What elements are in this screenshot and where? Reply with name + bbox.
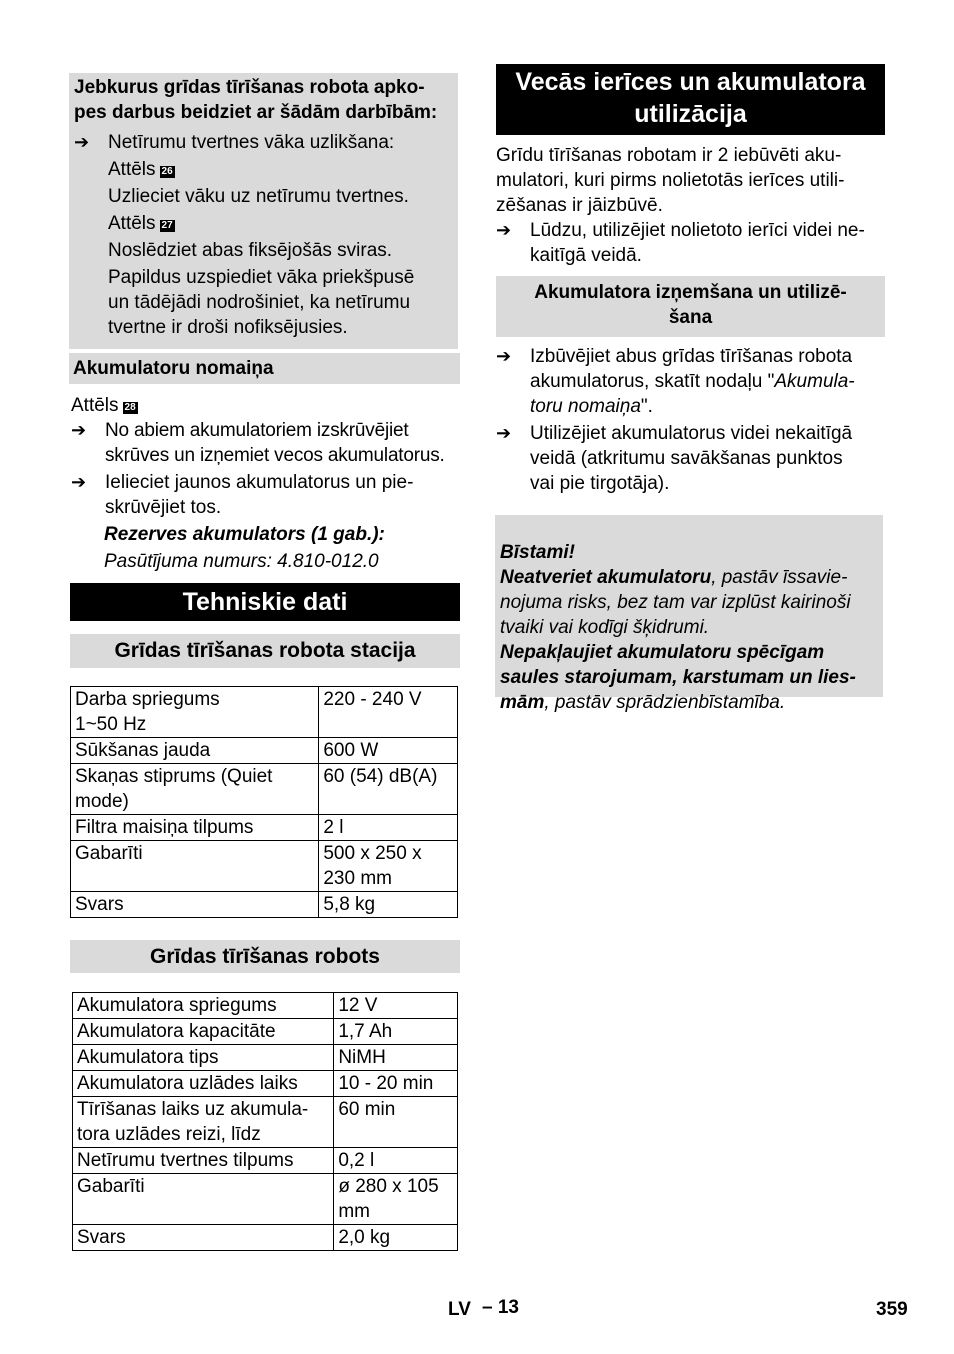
- arrow-right-icon: ➔: [496, 220, 512, 240]
- technical-data-heading: Tehniskie dati: [70, 583, 460, 621]
- spare-battery-label: Rezerves akumulators (1 gab.):: [104, 524, 385, 545]
- spec-label: Tīrīšanas laiks uz akumula- tora uzlādes reizi, līdz: [73, 1097, 334, 1148]
- spec-label: Gabarīti: [71, 841, 319, 892]
- step-text: Netīrumu tvertnes vāka uzlikšana:: [108, 132, 395, 153]
- spec-label: Svars: [71, 892, 319, 918]
- station-heading: Grīdas tīrīšanas robota stacija: [70, 634, 460, 668]
- step-text: Utilizējiet akumulatorus videi nekaitīgā veidā (atkritumu savākšanas punktos vai pie tirgotāja).: [530, 423, 853, 494]
- spec-row: [73, 1045, 458, 1071]
- robot-heading: Grīdas tīrīšanas robots: [70, 940, 460, 973]
- chapter-reference: Akumula- toru nomaiņa: [530, 371, 855, 417]
- spec-value: 2,0 kg: [334, 1225, 458, 1251]
- removal-step-2: [496, 421, 886, 496]
- spec-row: [73, 1071, 458, 1097]
- spec-value: ø 280 x 105 mm: [334, 1174, 458, 1225]
- battery-step-1: [71, 418, 461, 468]
- page-number: 359: [876, 1299, 908, 1320]
- order-number: Pasūtījuma numurs: 4.810-012.0: [104, 551, 379, 572]
- spec-row: [71, 892, 458, 918]
- spec-value: 1,7 Ah: [334, 1019, 458, 1045]
- spec-value: 5,8 kg: [319, 892, 458, 918]
- spec-label: Svars: [73, 1225, 334, 1251]
- spec-value: 60 min: [334, 1097, 458, 1148]
- figure-number: 26: [161, 166, 173, 177]
- spec-row: [73, 1225, 458, 1251]
- step-text: Lūdzu, utilizējiet nolietoto ierīci videi ne- kaitīgā veidā.: [530, 220, 865, 266]
- step-text: No abiem akumulatoriem izskrūvējiet skrūves un izņemiet vecos akumulatorus.: [105, 420, 445, 466]
- spec-row: [71, 841, 458, 892]
- spec-value: NiMH: [334, 1045, 458, 1071]
- step-text: Ielieciet jaunos akumulatorus un pie- skrūvējiet tos.: [105, 472, 414, 518]
- figure-ref: Attēls 26: [108, 159, 173, 180]
- warning-title: Bīstami!: [500, 542, 575, 563]
- local-page-number: – 13: [482, 1297, 519, 1318]
- spec-label: Skaņas stiprums (Quiet mode): [71, 764, 319, 815]
- spec-value: 12 V: [334, 993, 458, 1019]
- spec-value: 10 - 20 min: [334, 1071, 458, 1097]
- figure-ref: Attēls 27: [108, 213, 173, 234]
- battery-replacement-heading: Akumulatoru nomaiņa: [69, 353, 460, 384]
- step-text: Uzlieciet vāku uz netīrumu tvertnes.: [108, 186, 409, 207]
- figure-number: 28: [124, 402, 136, 413]
- spec-row: [71, 738, 458, 764]
- maintenance-heading: Jebkurus grīdas tīrīšanas robota apko- pes darbus beidziet ar šādām darbībām:: [74, 77, 438, 123]
- spec-value: 60 (54) dB(A): [319, 764, 458, 815]
- spec-label: Akumulatora tips: [73, 1045, 334, 1071]
- spec-label: Akumulatora kapacitāte: [73, 1019, 334, 1045]
- figure-ref: Attēls 28: [71, 395, 136, 416]
- arrow-right-icon: ➔: [496, 423, 512, 443]
- spec-row: [73, 1019, 458, 1045]
- battery-step-2: [71, 470, 461, 520]
- spec-label: Gabarīti: [73, 1174, 334, 1225]
- spec-row: [71, 764, 458, 815]
- spec-label: Darba spriegums 1~50 Hz: [71, 687, 319, 738]
- language-code: LV: [448, 1299, 471, 1320]
- arrow-right-icon: ➔: [71, 472, 87, 492]
- spec-row: [73, 993, 458, 1019]
- station-spec-table: [70, 686, 458, 918]
- disposal-heading: Vecās ierīces un akumulatora utilizācija: [496, 64, 885, 135]
- spec-label: Akumulatora uzlādes laiks: [73, 1071, 334, 1097]
- spec-row: [73, 1174, 458, 1225]
- maintenance-step: [74, 130, 458, 340]
- spec-label: Filtra maisiņa tilpums: [71, 815, 319, 841]
- warning-text: Bīstami! Neatveriet akumulatoru, pastāv īssavie- nojuma risks, bez tam var izplūst kairinoši tvaiki vai kodīgi šķidrumi. Nepakļaujiet akumulatoru spēcīgam saules starojumam, karstumam un lies- mām, pastāv sprādzienbīstamība.: [500, 515, 880, 715]
- spec-value: 2 l: [319, 815, 458, 841]
- spec-label: Sūkšanas jauda: [71, 738, 319, 764]
- spec-label: Netīrumu tvertnes tilpums: [73, 1148, 334, 1174]
- arrow-right-icon: ➔: [74, 132, 90, 152]
- spec-value: 500 x 250 x 230 mm: [319, 841, 458, 892]
- step-text: Papildus uzspiediet vāka priekšpusē un tādējādi nodrošiniet, ka netīrumu tvertne ir droši nofiksējusies.: [108, 267, 415, 338]
- arrow-right-icon: ➔: [71, 420, 87, 440]
- step-text: Noslēdziet abas fiksējošās sviras.: [108, 240, 393, 261]
- spec-row: [73, 1097, 458, 1148]
- spec-row: [73, 1148, 458, 1174]
- spec-row: [71, 687, 458, 738]
- disposal-step: [496, 218, 886, 268]
- disposal-intro: Grīdu tīrīšanas robotam ir 2 iebūvēti aku- mulatori, kuri pirms nolietotās ierīces utili- zēšanas ir jāizbūvē.: [496, 145, 845, 216]
- removal-step-1: [496, 344, 886, 419]
- spec-label: Akumulatora spriegums: [73, 993, 334, 1019]
- battery-removal-heading: Akumulatora izņemšana un utilizē- šana: [496, 276, 885, 337]
- spec-value: 0,2 l: [334, 1148, 458, 1174]
- spec-row: [71, 815, 458, 841]
- arrow-right-icon: ➔: [496, 346, 512, 366]
- spec-value: 600 W: [319, 738, 458, 764]
- figure-number: 27: [161, 220, 173, 231]
- spec-value: 220 - 240 V: [319, 687, 458, 738]
- step-text: Izbūvējiet abus grīdas tīrīšanas robota akumulatorus, skatīt nodaļu "Akumula- toru nomaiņa".: [530, 346, 855, 417]
- robot-spec-table: [72, 992, 458, 1251]
